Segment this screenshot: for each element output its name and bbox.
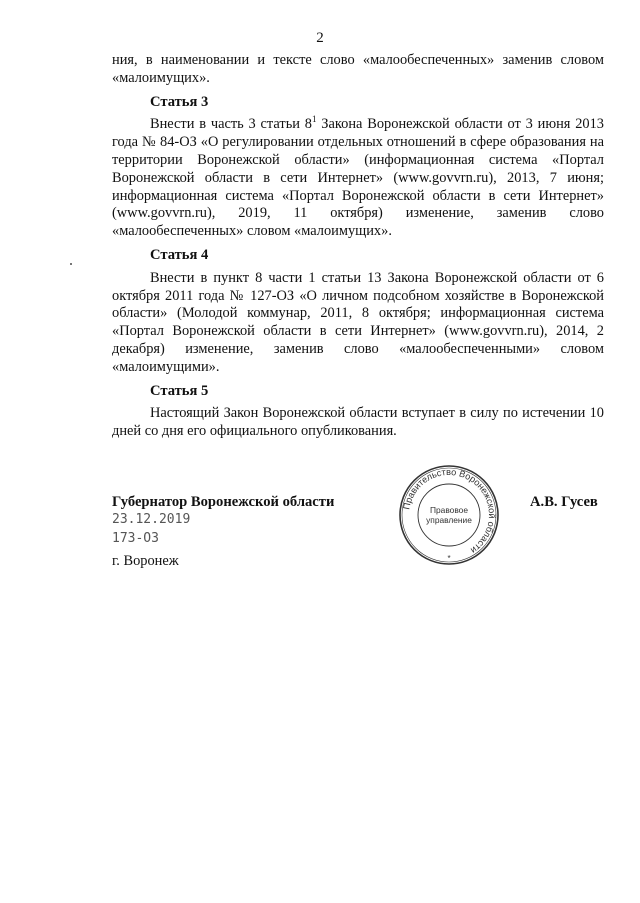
city: г. Воронеж: [112, 553, 179, 569]
page-number: 2: [316, 30, 324, 46]
article-3-heading: Статья 3: [150, 93, 209, 110]
stamp-center-line1: Правовое: [429, 505, 469, 515]
law-date: 23.12.2019: [112, 512, 191, 527]
article-3-text-rest: Закона Воронежской области от 3 июня 2013 года № 84-ОЗ «О регулировании отдельных отношений в сфере образования на территории Воронежской области» (информационная система «Портал Воронежской области в сети Интернет» (www.govvrn.ru), 2013, 7 июня; информационная система «Портал Воронежской области в сети Интернет» (www.govvrn.ru), 2019, 11 октября) изменение, заменив слово «малообеспеченных» словом «малоимущих».: [112, 116, 604, 240]
margin-mark: [70, 263, 72, 265]
intro-paragraph: ния, в наименовании и тексте слово «малообеспеченных» заменив словом «малоимущих».: [112, 52, 604, 86]
stamp-center-line2: управление: [426, 515, 472, 525]
superscript: 1: [311, 113, 317, 124]
article-5-heading: Статья 5: [150, 382, 209, 399]
article-4-heading: Статья 4: [150, 246, 209, 263]
signatory-name: А.В. Гусев: [530, 494, 598, 510]
stamp-star: *: [447, 554, 451, 563]
official-stamp: [398, 464, 500, 566]
stamp-ring-text: Правительство Воронежской области: [401, 466, 498, 556]
article-5-text: Настоящий Закон Воронежской области вступает в силу по истечении 10 дней со дня его официального опубликования.: [112, 405, 604, 440]
signatory-title: Губернатор Воронежской области: [112, 494, 335, 510]
article-3-text: [112, 113, 604, 241]
article-4-text: Внести в пункт 8 части 1 статьи 13 Закона Воронежской области от 6 октября 2011 года № 127-ОЗ «О личном подсобном хозяйстве в Воронежской области» (Молодой коммунар, 2011, 8 октября; информационная система «Портал Воронежской области в сети Интернет» (www.govvrn.ru), 2014, 2 декабря) изменение, заменив слово «малообеспеченными» словом «малоимущими».: [112, 269, 604, 375]
law-number: 173-ОЗ: [112, 531, 159, 546]
article-3-text-start: Внести в часть 3 статьи 8: [150, 116, 312, 133]
document-body: [112, 52, 604, 441]
